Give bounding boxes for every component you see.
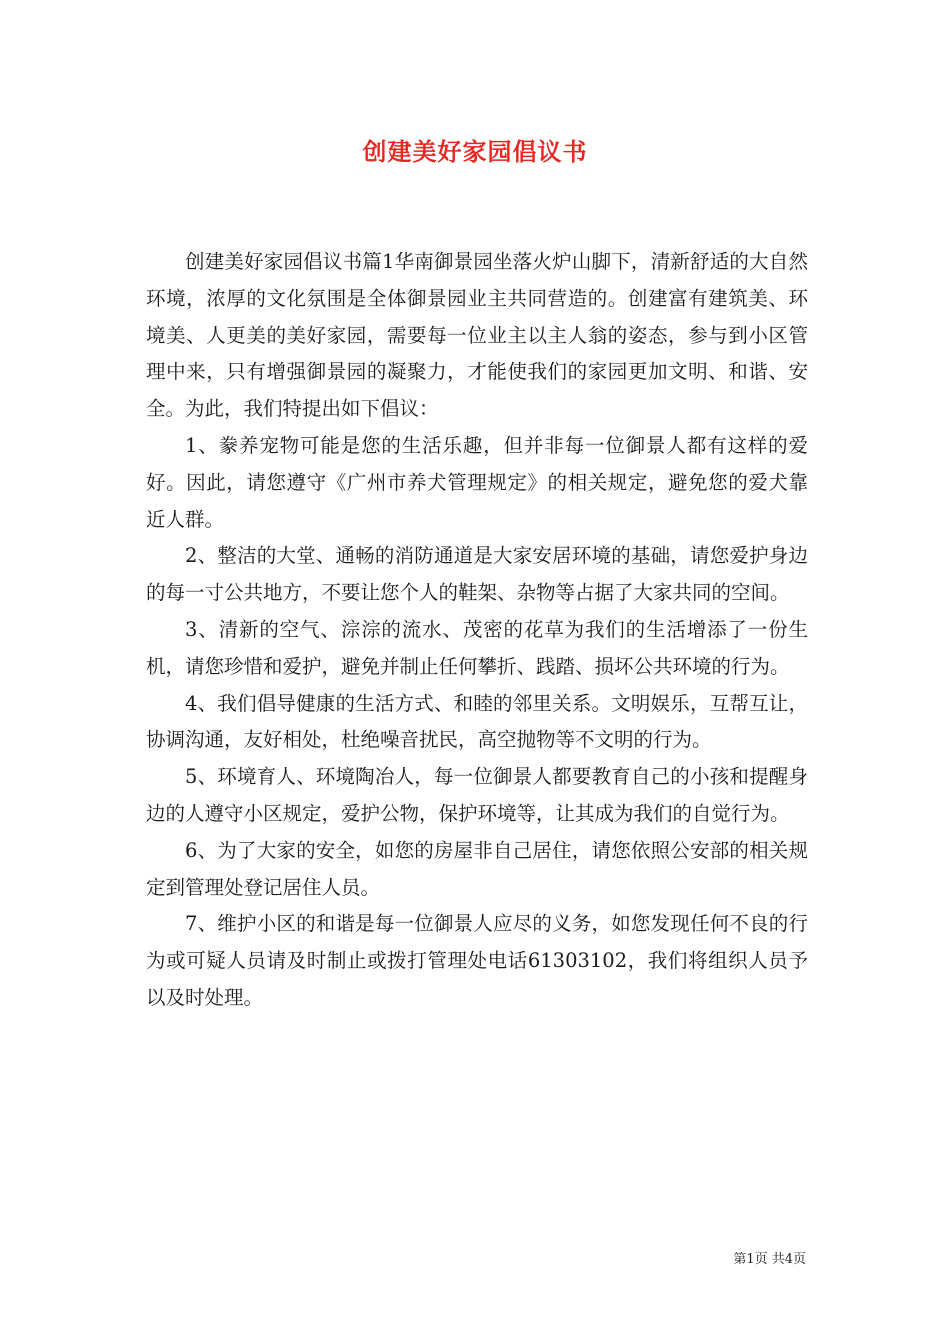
page-number-footer: 第1页 共4页 (733, 1252, 806, 1267)
proposal-item-1: 1、豢养宠物可能是您的生活乐趣，但并非每一位御景人都有这样的爱好。因此，请您遵守《广州市养犬管理规定》的相关规定，避免您的爱犬靠近人群。 (146, 433, 808, 531)
proposal-item-2: 2、整洁的大堂、通畅的消防通道是大家安居环境的基础，请您爱护身边的每一寸公共地方，不要让您个人的鞋架、杂物等占据了大家共同的空间。 (146, 544, 808, 605)
proposal-item-5: 5、环境育人、环境陶冶人，每一位御景人都要教育自己的小孩和提醒身边的人遵守小区规定，爱护公物，保护环境等，让其成为我们的自觉行为。 (146, 765, 808, 825)
proposal-item-7: 7、维护小区的和谐是每一位御景人应尽的义务，如您发现任何不良的行为或可疑人员请及时制止或拨打管理处电话61303102，我们将组织人员予以及时处理。 (146, 912, 808, 1009)
document-title: 创建美好家园倡议书 (362, 137, 588, 166)
intro-paragraph: 创建美好家园倡议书篇1华南御景园坐落火炉山脚下，清新舒适的大自然环境，浓厚的文化氛围是全体御景园业主共同营造的。创建富有建筑美、环境美、人更美的美好家园，需要每一位业主以主人翁的姿态，参与到小区管理中来，只有增强御景园的凝聚力，才能使我们的家园更加文明、和谐、安全。为此，我们特提出如下倡议： (146, 250, 808, 421)
document-body (146, 244, 808, 1017)
proposal-item-6: 6、为了大家的安全，如您的房屋非自己居住，请您依照公安部的相关规定到管理处登记居住人员。 (146, 838, 808, 899)
proposal-item-3: 3、清新的空气、淙淙的流水、茂密的花草为我们的生活增添了一份生机，请您珍惜和爱护，避免并制止任何攀折、践踏、损坏公共环境的行为。 (146, 617, 808, 678)
proposal-item-4: 4、我们倡导健康的生活方式、和睦的邻里关系。文明娱乐，互帮互让，协调沟通，友好相处，杜绝噪音扰民，高空抛物等不文明的行为。 (146, 691, 808, 752)
